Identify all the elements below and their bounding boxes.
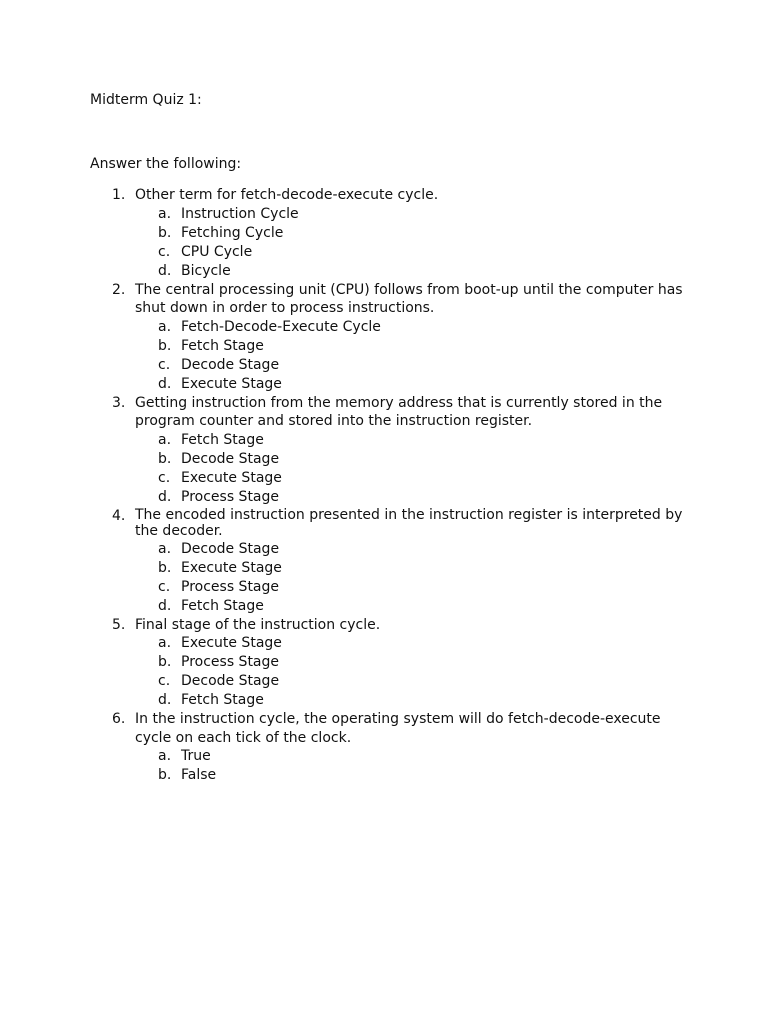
option-item bbox=[0, 205, 768, 224]
option-text: Process Stage bbox=[181, 654, 280, 670]
option-letter: d. bbox=[158, 488, 172, 505]
option-list bbox=[0, 540, 768, 616]
option-item bbox=[0, 243, 768, 262]
question-text: Other term for fetch-decode-execute cycle. bbox=[135, 187, 439, 203]
option-list bbox=[0, 634, 768, 710]
question-number: 4. bbox=[112, 507, 126, 524]
question-text: Getting instruction from the memory address that is currently stored in the program counter and stored into the instruction register. bbox=[135, 394, 663, 429]
option-letter: b. bbox=[158, 450, 172, 467]
question-number: 6. bbox=[112, 711, 126, 727]
option-text: Fetch Stage bbox=[181, 692, 264, 708]
question-text: The central processing unit (CPU) follows from boot-up until the computer has shut down in order to process instructions. bbox=[135, 281, 683, 316]
option-letter: a. bbox=[158, 748, 172, 764]
option-item bbox=[0, 224, 768, 243]
option-item bbox=[0, 450, 768, 469]
option-item bbox=[0, 431, 768, 450]
option-list bbox=[0, 205, 768, 281]
option-item bbox=[0, 488, 768, 507]
question-item bbox=[0, 710, 768, 785]
option-letter: c. bbox=[158, 356, 171, 373]
option-letter: b. bbox=[158, 224, 172, 241]
instructions-text: Answer the following: bbox=[90, 156, 242, 172]
option-letter: a. bbox=[158, 540, 172, 557]
option-text: Decode Stage bbox=[181, 540, 280, 557]
option-text: Bicycle bbox=[181, 262, 231, 279]
option-text: Fetch Stage bbox=[181, 431, 264, 448]
option-item bbox=[0, 540, 768, 559]
option-item bbox=[0, 766, 768, 785]
option-letter: d. bbox=[158, 262, 172, 279]
option-item bbox=[0, 747, 768, 766]
option-item bbox=[0, 578, 768, 597]
option-list bbox=[0, 318, 768, 394]
option-text: Decode Stage bbox=[181, 673, 280, 689]
question-item bbox=[0, 507, 768, 616]
question-list bbox=[0, 186, 768, 785]
option-item bbox=[0, 559, 768, 578]
question-number: 5. bbox=[112, 616, 126, 633]
option-text: Process Stage bbox=[181, 488, 280, 505]
option-text: True bbox=[181, 748, 211, 764]
option-item bbox=[0, 597, 768, 616]
option-letter: d. bbox=[158, 375, 172, 392]
option-text: Fetch-Decode-Execute Cycle bbox=[181, 318, 381, 335]
option-letter: a. bbox=[158, 205, 172, 222]
option-letter: a. bbox=[158, 635, 172, 651]
question-item bbox=[0, 186, 768, 281]
question-number: 2. bbox=[112, 281, 126, 298]
quiz-title: Midterm Quiz 1: bbox=[90, 92, 202, 108]
option-text: Process Stage bbox=[181, 578, 280, 595]
option-letter: c. bbox=[158, 673, 171, 689]
option-text: Execute Stage bbox=[181, 469, 282, 486]
question-text: Final stage of the instruction cycle. bbox=[135, 616, 381, 633]
option-letter: c. bbox=[158, 243, 171, 260]
option-letter: a. bbox=[158, 318, 172, 335]
question-number: 1. bbox=[112, 187, 126, 203]
option-text: Fetch Stage bbox=[181, 337, 264, 354]
option-item bbox=[0, 318, 768, 337]
question-text: In the instruction cycle, the operating system will do fetch-decode-execute cycle on each tick of the clock. bbox=[135, 711, 661, 746]
option-text: False bbox=[181, 767, 217, 783]
option-letter: b. bbox=[158, 654, 172, 670]
question-item bbox=[0, 281, 768, 394]
option-item bbox=[0, 653, 768, 672]
option-letter: c. bbox=[158, 578, 171, 595]
option-text: Instruction Cycle bbox=[181, 205, 299, 222]
option-letter: b. bbox=[158, 767, 172, 783]
option-text: Fetch Stage bbox=[181, 597, 264, 614]
option-item bbox=[0, 634, 768, 653]
option-letter: b. bbox=[158, 559, 172, 576]
option-text: Execute Stage bbox=[181, 375, 282, 392]
option-text: Decode Stage bbox=[181, 356, 280, 373]
option-text: Decode Stage bbox=[181, 450, 280, 467]
question-item bbox=[0, 616, 768, 711]
option-text: Execute Stage bbox=[181, 635, 282, 651]
option-letter: d. bbox=[158, 597, 172, 614]
option-item bbox=[0, 356, 768, 375]
option-text: Execute Stage bbox=[181, 559, 282, 576]
option-item bbox=[0, 337, 768, 356]
question-number: 3. bbox=[112, 394, 126, 411]
option-list bbox=[0, 747, 768, 785]
option-letter: a. bbox=[158, 431, 172, 448]
option-letter: c. bbox=[158, 469, 171, 486]
option-item bbox=[0, 262, 768, 281]
option-item bbox=[0, 672, 768, 691]
option-text: Fetching Cycle bbox=[181, 224, 284, 241]
option-item bbox=[0, 469, 768, 488]
option-item bbox=[0, 691, 768, 710]
question-text: The encoded instruction presented in the instruction register is interpreted by the decoder. bbox=[135, 506, 683, 539]
option-item bbox=[0, 375, 768, 394]
option-list bbox=[0, 431, 768, 507]
option-letter: d. bbox=[158, 692, 172, 708]
option-text: CPU Cycle bbox=[181, 243, 253, 260]
question-item bbox=[0, 394, 768, 507]
option-letter: b. bbox=[158, 337, 172, 354]
